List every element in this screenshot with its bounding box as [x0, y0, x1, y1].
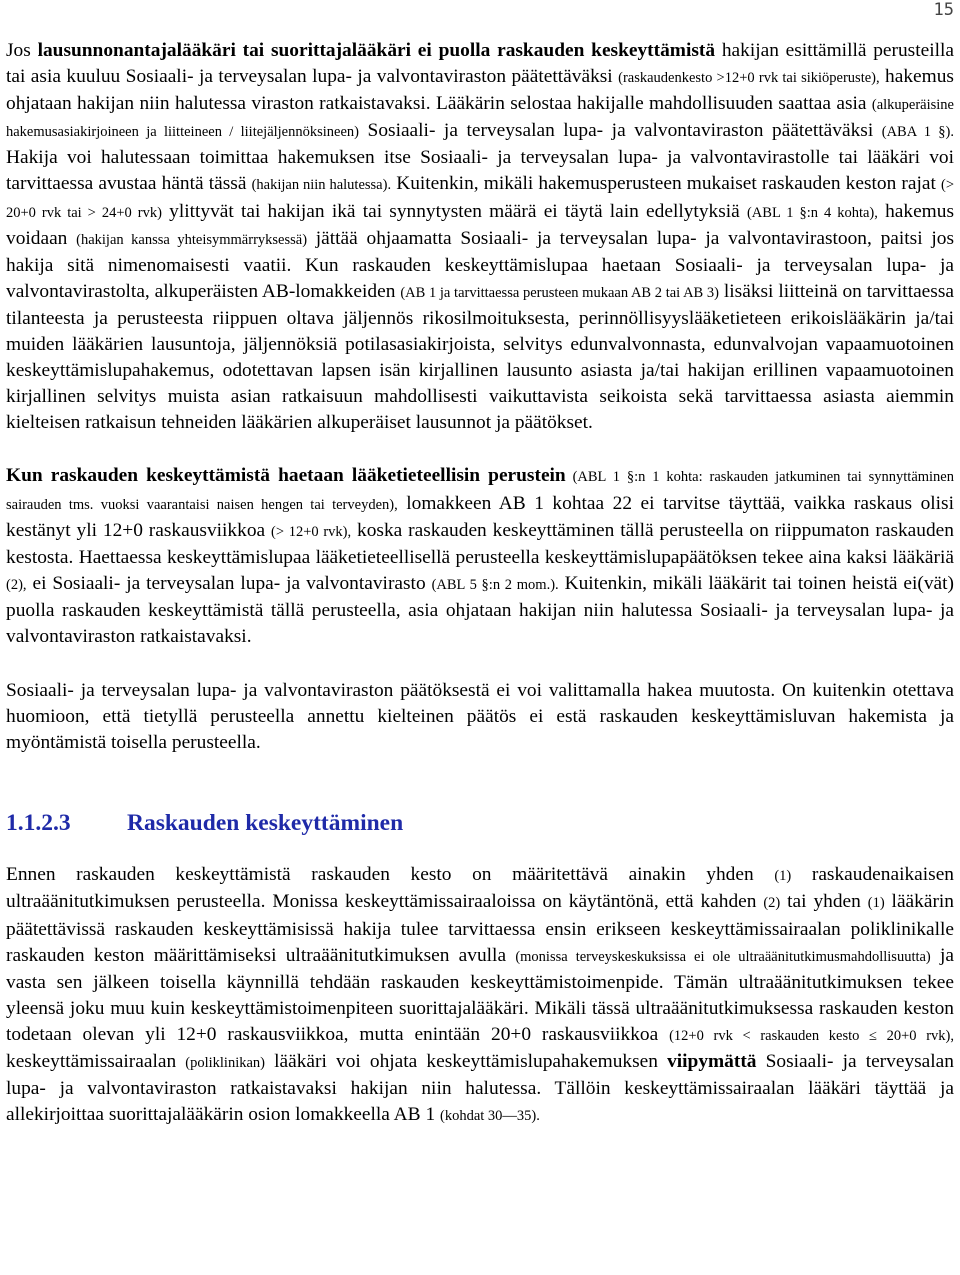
small-note: (12+0 rvk < raskauden kesto ≤ 20+0 rvk), — [669, 1027, 954, 1044]
text-run: Hakija voi halutessaan toimittaa hakemuksen itse Sosiaali- ja terveysalan lupa- ja valvontavirastolle tai lääkäri voi tarvittaessa avustaa häntä tässä — [6, 147, 954, 195]
paragraph-spacer — [6, 436, 954, 463]
text-run: Kuitenkin, mikäli hakemusperusteen mukaiset raskauden keston rajat — [391, 173, 941, 195]
page-number: 15 — [933, 0, 954, 20]
text-run: Kuitenkin, mikäli lääkärit tai toinen heistä ei(vät) puolla raskauden keskeyttämistä tällä perusteella, asia ohjataan hakijan niin halutessa Sosiaali- ja terveysalan lupa- ja valvontaviraston ratkaistavaksi. — [6, 572, 954, 647]
text-run: tai yhden — [780, 891, 868, 913]
small-note: (hakijan niin halutessa). — [251, 177, 392, 194]
small-note: (kohdat 30—35). — [440, 1108, 540, 1125]
text-run: raskaudenaikaisen ultraäänitutkimuksen perusteella. Monissa keskeyttämissairaaloissa on käytäntönä, että kahden — [6, 864, 955, 913]
paragraph-ultraaanitutkimus — [6, 862, 954, 1129]
text-run: Sosiaali- ja terveysalan lupa- ja valvontaviraston päätettäväksi — [359, 120, 882, 142]
small-note: (raskaudenkesto >12+0 rvk tai sikiöperuste), — [618, 70, 880, 87]
small-note: (1) — [867, 895, 885, 912]
paragraph-paatos-valitus: Sosiaali- ja terveysalan lupa- ja valvontaviraston päätöksestä ei voi valittamalla hakea muutosta. On kuitenkin otettava huomioon, että tietyllä perusteella annettu kielteinen päätös ei estä raskauden keskeyttämisluvan hakemista ja myöntämistä toisella perusteella. — [6, 680, 954, 754]
small-note: (monissa terveyskeskuksissa ei ole ultraäänitutkimusmahdollisuutta) — [515, 948, 931, 965]
document-body — [6, 38, 954, 1129]
small-note: (hakijan kanssa yhteisymmärryksessä) — [76, 231, 308, 248]
paragraph-spacer — [6, 838, 954, 862]
small-note: (2), — [6, 576, 27, 593]
text-run: hakemus ohjataan hakijan niin halutessa viraston ratkaistavaksi. Lääkärin selostaa hakijalle mahdollisuuden saattaa asia — [6, 66, 954, 115]
small-note: (ABA 1 §). — [881, 124, 954, 141]
text-run: ylittyvät tai hakijan ikä tai synnytysten määrä ei täytä lain edellytyksiä — [161, 200, 747, 222]
section-heading — [6, 808, 954, 838]
paragraph-spacer — [6, 756, 954, 808]
text-run: lisäksi liitteinä on tarvittaessa tilanteesta ja perusteesta riippuen oltava jäljennös rikosilmoituksesta, perinnöllisyyslääketieteen erikoislääkärin ja/tai muiden lääkärien lausuntoja, jäljennöksiä potilasasiakirjoista, selvitys edunvalvonnasta, edunvalvojan vapaamuotoinen keskeyttämislupahakemus, odotettavan lapsen isän kirjallinen lausunto asiasta ja/tai hakijan erillinen vapaamuotoinen kirjallinen selvitys muista asian ratkaisuun mahdollisesti vaikuttavista seikoista sekä tarvittaessa asiasta aiemmin kielteisen ratkaisun tehneiden lääkärien alkuperäiset lausunnot ja päätökset. — [6, 280, 954, 434]
small-note: (alkuperäisine hakemusasiakirjoineen ja liitteineen / liitejäljennöksineen) — [6, 97, 954, 141]
text-run: lomakkeen AB 1 kohtaa 22 ei tarvitse täyttää, vaikka raskaus olisi kestänyt yli 12+0 raskausviikkoa — [6, 492, 954, 541]
emphasis-text: lausunnonantajalääkäri tai suorittajalääkäri ei puolla raskauden keskeyttämistä — [37, 40, 716, 61]
text-run: Ennen raskauden keskeyttämistä raskauden kesto on määritettävä ainakin yhden — [6, 864, 775, 886]
small-note: (2) — [763, 895, 781, 912]
small-note: (1) — [774, 868, 792, 885]
paragraph-spacer — [6, 650, 954, 678]
emphasis-text: Kun raskauden keskeyttämistä haetaan lääketieteellisin perustein — [6, 465, 566, 487]
small-note: (ABL 5 §:n 2 mom.). — [431, 576, 559, 593]
text-run: keskeyttämissairaalan — [6, 1051, 186, 1072]
text-run: koska raskauden keskeyttäminen tällä perusteella on riippumaton raskauden kestosta. Haettaessa keskeyttämislupaa lääketieteellisellä perusteella keskeyttämislupapäätöksen tekee aina kaksi lääkäriä — [6, 519, 954, 568]
text-run: jättää ohjaamatta Sosiaali- ja terveysalan lupa- ja valvontavirastoon, paitsi jos hakija sitä nimenomaisesti vaatii. Kun raskauden keskeyttämislupaa haetaan Sosiaali- ja terveysalan lupa- ja valvontavirastolta, alkuperäisten AB-lomakkeiden — [6, 227, 954, 302]
text-run: Sosiaali- ja terveysalan lupa- ja valvontaviraston ratkaistavaksi hakijan niin halutessa. Tällöin keskeyttämissairaalan lääkäri täyttää ja allekirjoittaa suorittajalääkärin osion lomakkeella AB 1 — [6, 1051, 954, 1126]
small-note: (ABL 1 §:n 4 kohta), — [746, 204, 878, 221]
text-run: hakijan esittämillä perusteilla tai asia kuuluu Sosiaali- ja terveysalan lupa- ja valvontaviraston päätettäväksi — [6, 40, 954, 88]
small-note: (> 12+0 rvk), — [271, 523, 352, 540]
section-title: Raskauden keskeyttäminen — [127, 810, 404, 837]
small-note: (AB 1 ja tarvittaessa perusteen mukaan AB 2 tai AB 3) — [400, 284, 719, 301]
small-note: (poliklinikan) — [185, 1055, 266, 1071]
small-note: (> 20+0 rvk tai > 24+0 rvk) — [6, 177, 954, 221]
text-run: Jos — [6, 40, 38, 61]
text-run: ja vasta sen jälkeen toisella käynnillä tehdään raskauden keskeyttämistoimenpide. Tämän ultraäänitutkimuksen tekee yleensä joku muu kuin keskeyttämistoimenpiteen suorittajalääkäri. Mikäli tässä ultraäänitutkimuksessa raskauden keston todetaan olevan yli 12+0 raskausviikkoa, mutta enintään 20+0 raskausviikkoa — [6, 944, 955, 1045]
text-run: lääkärin päätettävissä raskauden keskeyttämisissä hakija tulee tarvittaessa ensin erikseen keskeyttämissairaalan poliklinikalle raskauden keston määrittämiseksi ultraäänitutkimuksen avulla — [6, 891, 954, 966]
emphasis-text: viipymättä — [667, 1051, 757, 1072]
small-note: (ABL 1 §:n 1 kohta: raskauden jatkuminen tai synnyttäminen sairauden tms. vuoksi vaarantaisi naisen hengen tai terveyden), — [6, 469, 954, 513]
text-run: ei Sosiaali- ja terveysalan lupa- ja valvontavirasto — [26, 572, 432, 594]
text-run: hakemus voidaan — [6, 200, 955, 249]
section-number: 1.1.2.3 — [6, 810, 71, 837]
text-run: lääkäri voi ohjata keskeyttämislupahakemuksen — [265, 1051, 668, 1072]
paragraph-laaketieteelliset-perusteet — [6, 463, 954, 650]
paragraph-lausunnonantaja — [6, 38, 954, 436]
